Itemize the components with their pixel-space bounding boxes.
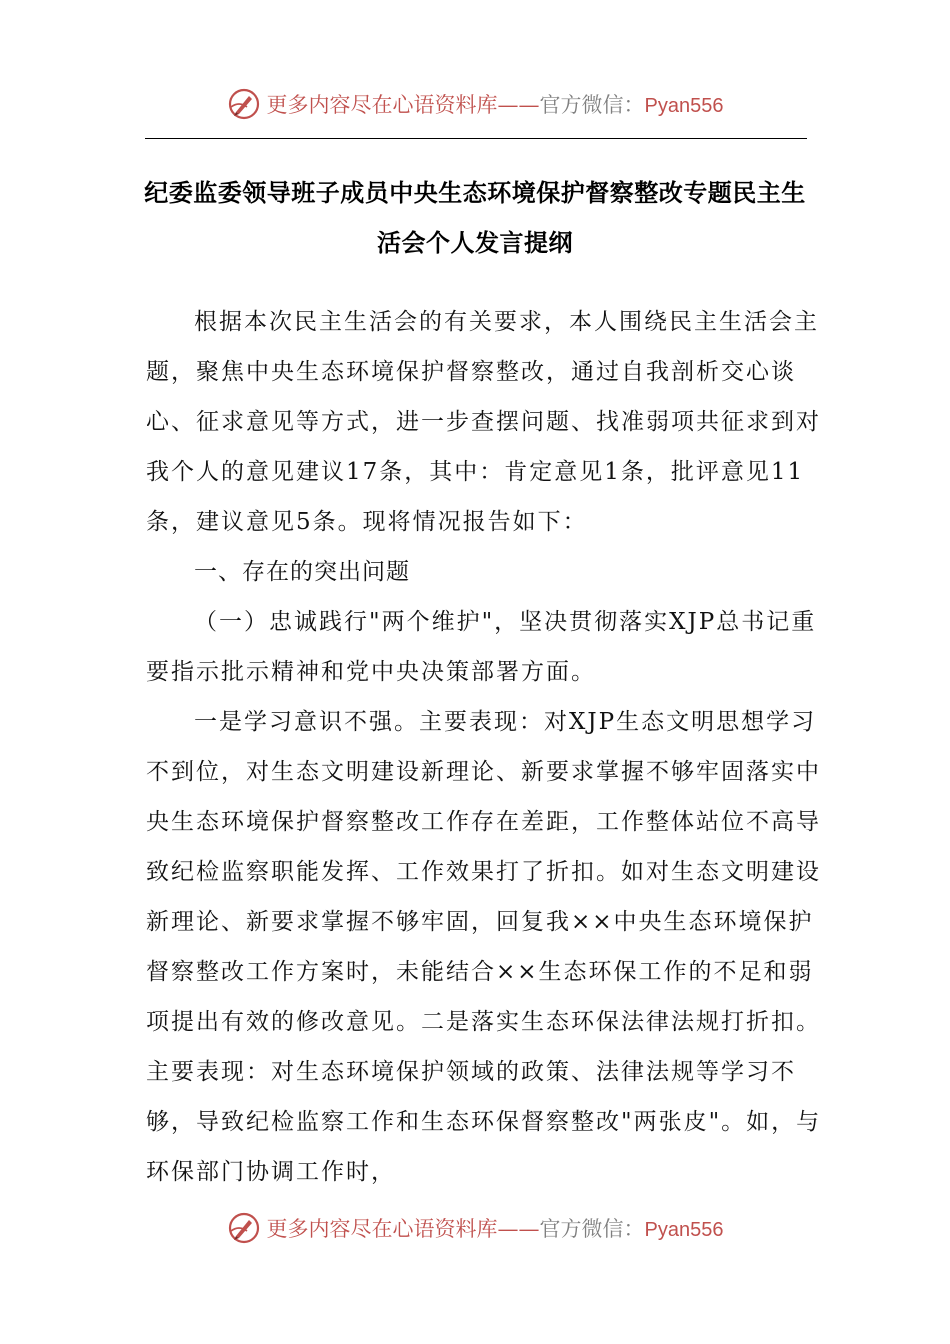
header-rule <box>145 138 807 139</box>
watermark-official: 官方微信： <box>539 1217 645 1241</box>
header-watermark-banner <box>0 84 950 124</box>
pen-logo-icon <box>227 87 261 121</box>
watermark-main: 更多内容尽在心语资料库 <box>266 1217 498 1241</box>
watermark-text <box>267 89 724 119</box>
body-paragraph: 一是学习意识不强。主要表现：对XJP生态文明思想学习不到位，对生态文明建设新理论、新要求掌握不够牢固落实中央生态环境保护督察整改工作存在差距，工作整体站位不高导致纪检监察职能发挥、工作效果打了折扣。如对生态文明建设新理论、新要求掌握不够牢固，回复我××中央生态环境保护督察整改工作方案时，未能结合××生态环保工作的不足和弱项提出有效的修改意见。二是落实生态环保法律法规打折扣。主要表现：对生态环境保护领域的政策、法律法规等学习不够，导致纪检监察工作和生态环保督察整改"两张皮"。如，与环保部门协调工作时， <box>146 709 822 1185</box>
intro-paragraph: 根据本次民主生活会的有关要求，本人围绕民主生活会主题，聚焦中央生态环境保护督察整改，通过自我剖析交心谈心、征求意见等方式，进一步查摆问题、找准弱项共征求到对我个人的意见建议17条，其中：肯定意见1条，批评意见11条，建议意见5条。现将情况报告如下： <box>146 309 821 535</box>
subsection-heading: （一）忠诚践行"两个维护"，坚决贯彻落实XJP总书记重要指示批示精神和党中央决策部署方面。 <box>146 609 817 685</box>
watermark-wechat: Pyan556 <box>644 1219 724 1241</box>
pen-logo-icon <box>227 1211 261 1245</box>
watermark-dash: —— <box>497 1217 540 1241</box>
document-body <box>146 297 822 1197</box>
watermark-wechat: Pyan556 <box>644 95 724 117</box>
watermark-official: 官方微信： <box>539 93 645 117</box>
document-title: 纪委监委领导班子成员中央生态环境保护督察整改专题民主生活会个人发言提纲 <box>144 179 806 257</box>
watermark-dash: —— <box>497 93 540 117</box>
watermark-main: 更多内容尽在心语资料库 <box>266 93 498 117</box>
watermark-text <box>267 1213 724 1243</box>
section-heading: 一、存在的突出问题 <box>194 559 410 585</box>
footer-watermark-banner <box>0 1208 950 1248</box>
